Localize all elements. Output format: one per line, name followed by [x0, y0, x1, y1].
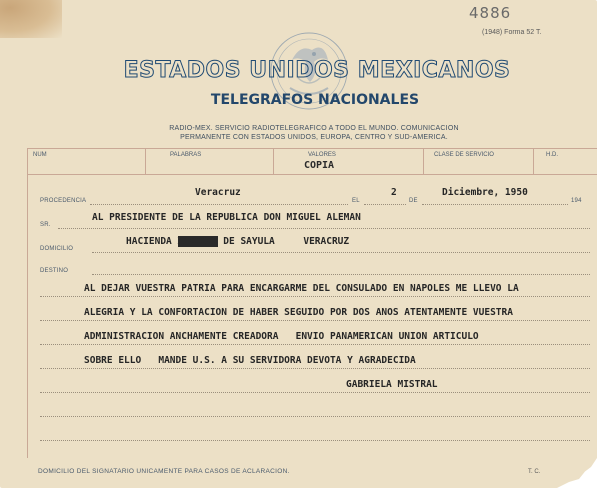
day-rule [364, 204, 406, 205]
month-year-value: Diciembre, 1950 [442, 187, 528, 198]
el-label: EL [352, 198, 360, 204]
clase-cell [423, 148, 534, 174]
message-line-1: AL DEJAR VUESTRA PATRIA PARA ENCARGARME DEL CONSULADO EN NAPOLES ME LLEVO LA [84, 283, 519, 294]
message-rule-5 [40, 392, 590, 393]
procedencia-label: PROCEDENCIA [40, 198, 87, 204]
domicilio-value [126, 236, 349, 247]
service-description-line-2: PERMANENTE CON ESTADOS UNIDOS, EUROPA, CENTRO Y SUD-AMERICA. [180, 134, 448, 141]
message-rule-7 [40, 440, 590, 441]
domicilio-prefix: HACIENDA [126, 236, 172, 247]
num-cell [27, 148, 145, 174]
destino-label: DESTINO [40, 268, 69, 274]
corner-mark: T. C. [528, 469, 541, 475]
paper-stain [0, 0, 62, 38]
de-label: DE [409, 198, 418, 204]
country-title: ESTADOS UNIDOS MEXICANOS [123, 58, 511, 83]
num-label: NUM [33, 152, 47, 158]
recipient-value: AL PRESIDENTE DE LA REPUBLICA DON MIGUEL ALEMAN [92, 212, 361, 223]
hd-label: H.D. [546, 152, 558, 158]
message-rule-3 [40, 344, 590, 345]
message-rule-2 [40, 320, 590, 321]
form-left-border [27, 148, 28, 458]
valores-value: COPIA [303, 160, 335, 171]
month-rule [422, 204, 568, 205]
torn-corner [557, 458, 597, 488]
header-row [27, 148, 597, 175]
message-line-4: SOBRE ELLO MANDE U.S. A SU SERVIDORA DEVOTA Y AGRADECIDA [84, 355, 416, 366]
day-value: 2 [391, 187, 397, 198]
hd-cell [533, 148, 598, 174]
archive-number: 4886 [469, 4, 512, 22]
message-line-3: ADMINISTRACION ANCHAMENTE CREADORA ENVIO PANAMERICAN UNION ARTICULO [84, 331, 479, 342]
destino-rule [92, 274, 590, 275]
office-title: TELEGRAFOS NACIONALES [210, 92, 420, 108]
message-rule-6 [40, 416, 590, 417]
valores-cell [273, 148, 424, 174]
message-rule-1 [40, 296, 590, 297]
form-code: (1948) Forma 52 T. [482, 29, 542, 36]
procedencia-value: Veracruz [195, 187, 241, 198]
sr-rule [58, 228, 590, 229]
service-description-line-1: RADIO-MEX. SERVICIO RADIOTELEGRAFICO A TODO EL MUNDO. COMUNICACION [169, 125, 459, 132]
message-rule-4 [40, 368, 590, 369]
year-suffix: 194 [571, 198, 582, 204]
message-line-2: ALEGRIA Y LA CONFORTACION DE HABER SEGUIDO POR DOS ANOS ATENTAMENTE VUESTRA [84, 307, 513, 318]
valores-label: VALORES [308, 152, 336, 158]
clase-label: CLASE DE SERVICIO [434, 152, 494, 158]
domicilio-rule [92, 252, 590, 253]
struck-out-text: XXXXXXX [177, 236, 218, 247]
footer-note: DOMICILIO DEL SIGNATARIO UNICAMENTE PARA CASOS DE ACLARACION. [38, 468, 290, 475]
domicilio-label: DOMICILIO [40, 246, 74, 252]
procedencia-rule [90, 204, 348, 205]
palabras-label: PALABRAS [170, 152, 202, 158]
sr-label: SR. [40, 222, 51, 228]
signature: GABRIELA MISTRAL [346, 379, 438, 390]
domicilio-suffix: DE SAYULA VERACRUZ [223, 236, 350, 247]
